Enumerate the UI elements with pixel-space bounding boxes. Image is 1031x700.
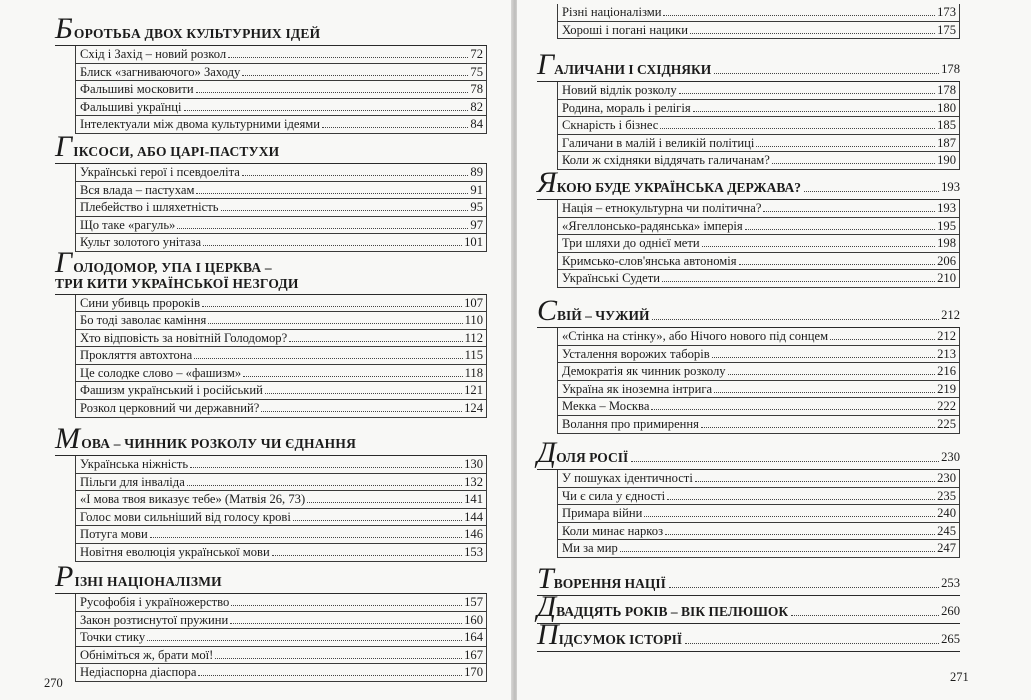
toc-section (55, 12, 487, 134)
page-number: 271 (950, 670, 969, 684)
toc-entry[interactable]: Фальшиві українці 82 (76, 99, 486, 117)
toc-entry[interactable]: Фальшиві московити 78 (76, 81, 486, 99)
toc-section (55, 130, 487, 252)
toc-final-title[interactable] (537, 618, 960, 652)
toc-entry[interactable]: «І мова твоя виказує тебе» (Матвія 26, 73) 141 (76, 491, 486, 509)
toc-entry[interactable]: Чи є сила у єдності 235 (558, 488, 959, 506)
section-title: П ІДСУМОК ІСТОРІЇ 265 (537, 618, 960, 651)
toc-entry[interactable]: Скнарість і бізнес 185 (558, 117, 959, 135)
toc-entry[interactable]: Різні націоналізми 173 (558, 4, 959, 22)
left-page (0, 0, 514, 700)
toc-entry[interactable]: Волання про примирення 225 (562, 416, 956, 431)
entry-list (557, 4, 960, 39)
drop-cap: Д (537, 590, 557, 623)
toc-entry[interactable]: Усталення ворожих таборів 213 (558, 346, 959, 364)
toc-section (55, 246, 487, 418)
toc-entry[interactable]: Голос мови сильніший від голосу крові 144 (76, 509, 486, 527)
toc-entry[interactable]: Інтелектуали між двома культурними ідеями 84 (80, 117, 483, 132)
toc-entry[interactable]: Коли минає наркоз 245 (558, 523, 959, 541)
toc-entry[interactable]: Точки стику 164 (76, 629, 486, 647)
toc-entry[interactable]: Плебейство і шляхетність 95 (76, 199, 486, 217)
toc-entry[interactable]: Русофобія і україножерство 157 (76, 594, 486, 612)
entry-list (75, 594, 487, 682)
section-title: Р ІЗНІ НАЦІОНАЛІЗМИ (55, 560, 222, 593)
toc-entry[interactable]: Сини убивць пророків 107 (76, 295, 486, 313)
toc-entry[interactable]: Кримсько-слов'янська автономія 206 (558, 253, 959, 271)
section-title: Г ІКСОСИ, АБО ЦАРІ-ПАСТУХИ (55, 130, 280, 163)
toc-entry[interactable]: Фашизм український і російський 121 (76, 382, 486, 400)
toc-entry[interactable]: Демократія як чинник розколу 216 (558, 363, 959, 381)
drop-cap: Г (537, 48, 555, 81)
drop-cap: П (537, 618, 559, 651)
drop-cap: Р (55, 560, 74, 593)
toc-entry[interactable]: Бо тоді заволає каміння 110 (76, 312, 486, 330)
section-title: С ВІЙ – ЧУЖИЙ 212 (537, 294, 960, 327)
section-title: М ОВА – ЧИННИК РОЗКОЛУ ЧИ ЄДНАННЯ (55, 422, 357, 455)
toc-entry[interactable]: Що таке «рагуль» 97 (76, 217, 486, 235)
toc-section (537, 436, 960, 558)
section-title: Б ОРОТЬБА ДВОХ КУЛЬТУРНИХ ІДЕЙ (55, 12, 321, 45)
entry-list (557, 470, 960, 558)
toc-entry[interactable]: У пошуках ідентичності 230 (558, 470, 959, 488)
drop-cap: С (537, 294, 558, 327)
title-rule (537, 651, 960, 652)
toc-entry[interactable]: Прокляття автохтона 115 (76, 347, 486, 365)
toc-entry[interactable]: Хороші і погані нацики 175 (562, 22, 956, 37)
toc-entry[interactable]: Потуга мови 146 (76, 526, 486, 544)
section-title: Д ВАДЦЯТЬ РОКІВ – ВІК ПЕЛЮШОК 260 (537, 590, 960, 623)
toc-section (537, 48, 960, 170)
toc-entry[interactable]: Коли ж східняки віддячать галичанам? 190 (562, 153, 956, 168)
toc-entry[interactable]: Мекка – Москва 222 (558, 398, 959, 416)
toc-entry[interactable]: Пільги для інваліда 132 (76, 474, 486, 492)
toc-entry[interactable]: Три шляхи до однієї мети 198 (558, 235, 959, 253)
toc-entry[interactable]: Закон розтиснутої пружини 160 (76, 612, 486, 630)
toc-entry[interactable]: Ми за мир 247 (562, 541, 956, 556)
toc-entry[interactable]: Схід і Захід – новий розкол 72 (76, 46, 486, 64)
drop-cap: Б (55, 12, 73, 45)
toc-entry[interactable]: Українські герої і псевдоеліта 89 (76, 164, 486, 182)
section-title: Г АЛИЧАНИ І СХІДНЯКИ 178 (537, 48, 960, 81)
toc-entry[interactable]: Українська ніжність 130 (76, 456, 486, 474)
drop-cap: Г (55, 130, 73, 163)
toc-entry[interactable]: Новий відлік розколу 178 (558, 82, 959, 100)
toc-entry[interactable]: Родина, мораль і релігія 180 (558, 100, 959, 118)
toc-entry[interactable]: «Стінка на стінку», або Нічого нового під сонцем 212 (558, 328, 959, 346)
entry-list (75, 46, 487, 134)
entry-list (75, 295, 487, 418)
toc-entry[interactable]: Це солодке слово – «фашизм» 118 (76, 365, 486, 383)
toc-entry[interactable]: Недіаспорна діаспора 170 (80, 665, 483, 680)
toc-entry[interactable]: Хто відповість за новітній Голодомор? 112 (76, 330, 486, 348)
entry-list (75, 456, 487, 562)
toc-entry[interactable]: Українські Судети 210 (562, 271, 956, 286)
toc-entry[interactable]: Новітня еволюція української мови 153 (80, 544, 483, 559)
toc-final-title[interactable] (537, 590, 960, 624)
toc-continuation (537, 4, 960, 39)
toc-entry[interactable]: Примара війни 240 (558, 505, 959, 523)
toc-final-title[interactable] (537, 562, 960, 596)
section-title: Д ОЛЯ РОСІЇ 230 (537, 436, 960, 469)
drop-cap: Г (55, 246, 73, 279)
toc-entry[interactable]: Обніміться ж, брати мої! 167 (76, 647, 486, 665)
toc-section (537, 166, 960, 288)
entry-list (75, 164, 487, 252)
toc-entry[interactable]: Розкол церковний чи державний? 124 (80, 401, 483, 416)
entry-list (557, 200, 960, 288)
drop-cap: Д (537, 436, 557, 469)
drop-cap: Т (537, 562, 554, 595)
toc-entry[interactable]: «Ягеллонсько-радянська» імперія 195 (558, 218, 959, 236)
page-number: 270 (44, 676, 63, 690)
drop-cap: М (55, 422, 81, 455)
drop-cap: Я (537, 166, 557, 199)
toc-entry[interactable]: Вся влада – пастухам 91 (76, 182, 486, 200)
toc-entry[interactable]: Блиск «загниваючого» Заходу 75 (76, 64, 486, 82)
toc-entry[interactable]: Галичани в малій і великій політиці 187 (558, 135, 959, 153)
toc-entry[interactable]: Культ золотого унітаза 101 (80, 235, 483, 250)
toc-entry[interactable]: Нація – етнокультурна чи політична? 193 (558, 200, 959, 218)
section-title: Я КОЮ БУДЕ УКРАЇНСЬКА ДЕРЖАВА? 193 (537, 166, 960, 199)
entry-list (557, 328, 960, 434)
section-title: Г ОЛОДОМОР, УПА І ЦЕРКВА – ТРИ КИТИ УКРАЇНСЬКОЇ НЕЗГОДИ (55, 246, 299, 291)
toc-section (55, 422, 487, 562)
toc-section (55, 560, 487, 682)
section-title: Т ВОРЕННЯ НАЦІЇ 253 (537, 562, 960, 595)
right-page (517, 0, 1031, 700)
toc-entry[interactable]: Україна як іноземна інтрига 219 (558, 381, 959, 399)
toc-section (537, 294, 960, 434)
entry-list (557, 82, 960, 170)
